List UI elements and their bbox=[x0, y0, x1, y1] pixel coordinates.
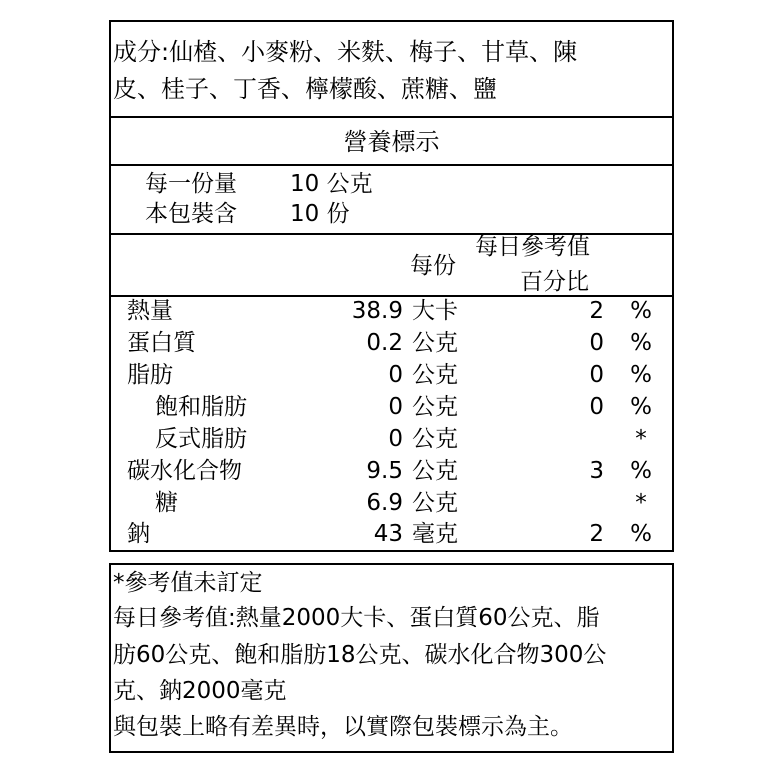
nutrient-unit: 公克 bbox=[412, 490, 458, 516]
notes-line-4: 克、鈉2000毫克 bbox=[113, 678, 287, 704]
nutrient-unit: 公克 bbox=[412, 330, 458, 356]
servings-value: 10 份 bbox=[290, 201, 350, 227]
nutrient-amount: 0 bbox=[388, 362, 403, 388]
nutrient-unit: 公克 bbox=[412, 362, 458, 388]
nutrient-dv-unit: % bbox=[630, 330, 652, 356]
nutrient-amount: 0 bbox=[388, 394, 403, 420]
divider-ingredients bbox=[109, 116, 674, 118]
nutrient-name: 飽和脂肪 bbox=[155, 394, 247, 420]
nutrient-amount: 43 bbox=[373, 521, 403, 547]
nutrient-name: 反式脂肪 bbox=[155, 426, 247, 452]
servings-label: 本包裝含 bbox=[145, 201, 237, 227]
nutrient-dv: 2 bbox=[589, 298, 604, 324]
nutrient-amount: 6.9 bbox=[366, 490, 403, 516]
notes-line-2: 每日參考值:熱量2000大卡、蛋白質60公克、脂 bbox=[113, 605, 600, 631]
nutrient-unit: 公克 bbox=[412, 394, 458, 420]
nutrient-amount: 38.9 bbox=[351, 298, 403, 324]
nutrient-unit: 毫克 bbox=[412, 521, 458, 547]
column-header-per-serving: 每份 bbox=[410, 253, 456, 279]
ingredients-line-1: 成分:仙楂、小麥粉、米麩、梅子、甘草、陳 bbox=[113, 38, 578, 66]
notes-line-5: 與包裝上略有差異時，以實際包裝標示為主。 bbox=[113, 714, 573, 740]
ingredients-line-2: 皮、桂子、丁香、檸檬酸、蔗糖、鹽 bbox=[113, 75, 497, 103]
notes-line-1: *參考值未訂定 bbox=[113, 570, 263, 596]
serving-size-value: 10 公克 bbox=[290, 171, 373, 197]
nutrient-dv-unit: % bbox=[630, 394, 652, 420]
nutrient-dv: 0 bbox=[589, 362, 604, 388]
nutrient-dv: 0 bbox=[589, 330, 604, 356]
nutrient-unit: 大卡 bbox=[412, 298, 458, 324]
nutrient-unit: 公克 bbox=[412, 458, 458, 484]
nutrient-amount: 9.5 bbox=[366, 458, 403, 484]
column-header-dv-line-1: 每日參考值 bbox=[475, 234, 590, 260]
nutrient-dv-unit: % bbox=[630, 521, 652, 547]
nutrient-name: 蛋白質 bbox=[127, 330, 196, 356]
nutrient-name: 糖 bbox=[155, 490, 178, 516]
nutrient-dv: 0 bbox=[589, 394, 604, 420]
nutrient-dv-unit: % bbox=[630, 362, 652, 388]
nutrient-dv-unit: * bbox=[635, 426, 647, 452]
divider-title bbox=[109, 164, 674, 166]
nutrition-title: 營養標示 bbox=[343, 128, 440, 156]
nutrient-dv: 3 bbox=[589, 458, 604, 484]
nutrient-name: 熱量 bbox=[127, 298, 173, 324]
nutrient-dv: 2 bbox=[589, 521, 604, 547]
nutrient-dv-unit: % bbox=[630, 298, 652, 324]
column-header-dv-line-2: 百分比 bbox=[520, 269, 589, 295]
nutrient-amount: 0.2 bbox=[366, 330, 403, 356]
nutrient-dv-unit: % bbox=[630, 458, 652, 484]
nutrient-name: 鈉 bbox=[127, 521, 150, 547]
nutrient-dv-unit: * bbox=[635, 490, 647, 516]
nutrient-amount: 0 bbox=[388, 426, 403, 452]
nutrient-name: 脂肪 bbox=[127, 362, 173, 388]
notes-line-3: 肪60公克、飽和脂肪18公克、碳水化合物300公 bbox=[113, 642, 607, 668]
serving-size-label: 每一份量 bbox=[145, 171, 237, 197]
nutrient-unit: 公克 bbox=[412, 426, 458, 452]
nutrient-name: 碳水化合物 bbox=[127, 458, 242, 484]
